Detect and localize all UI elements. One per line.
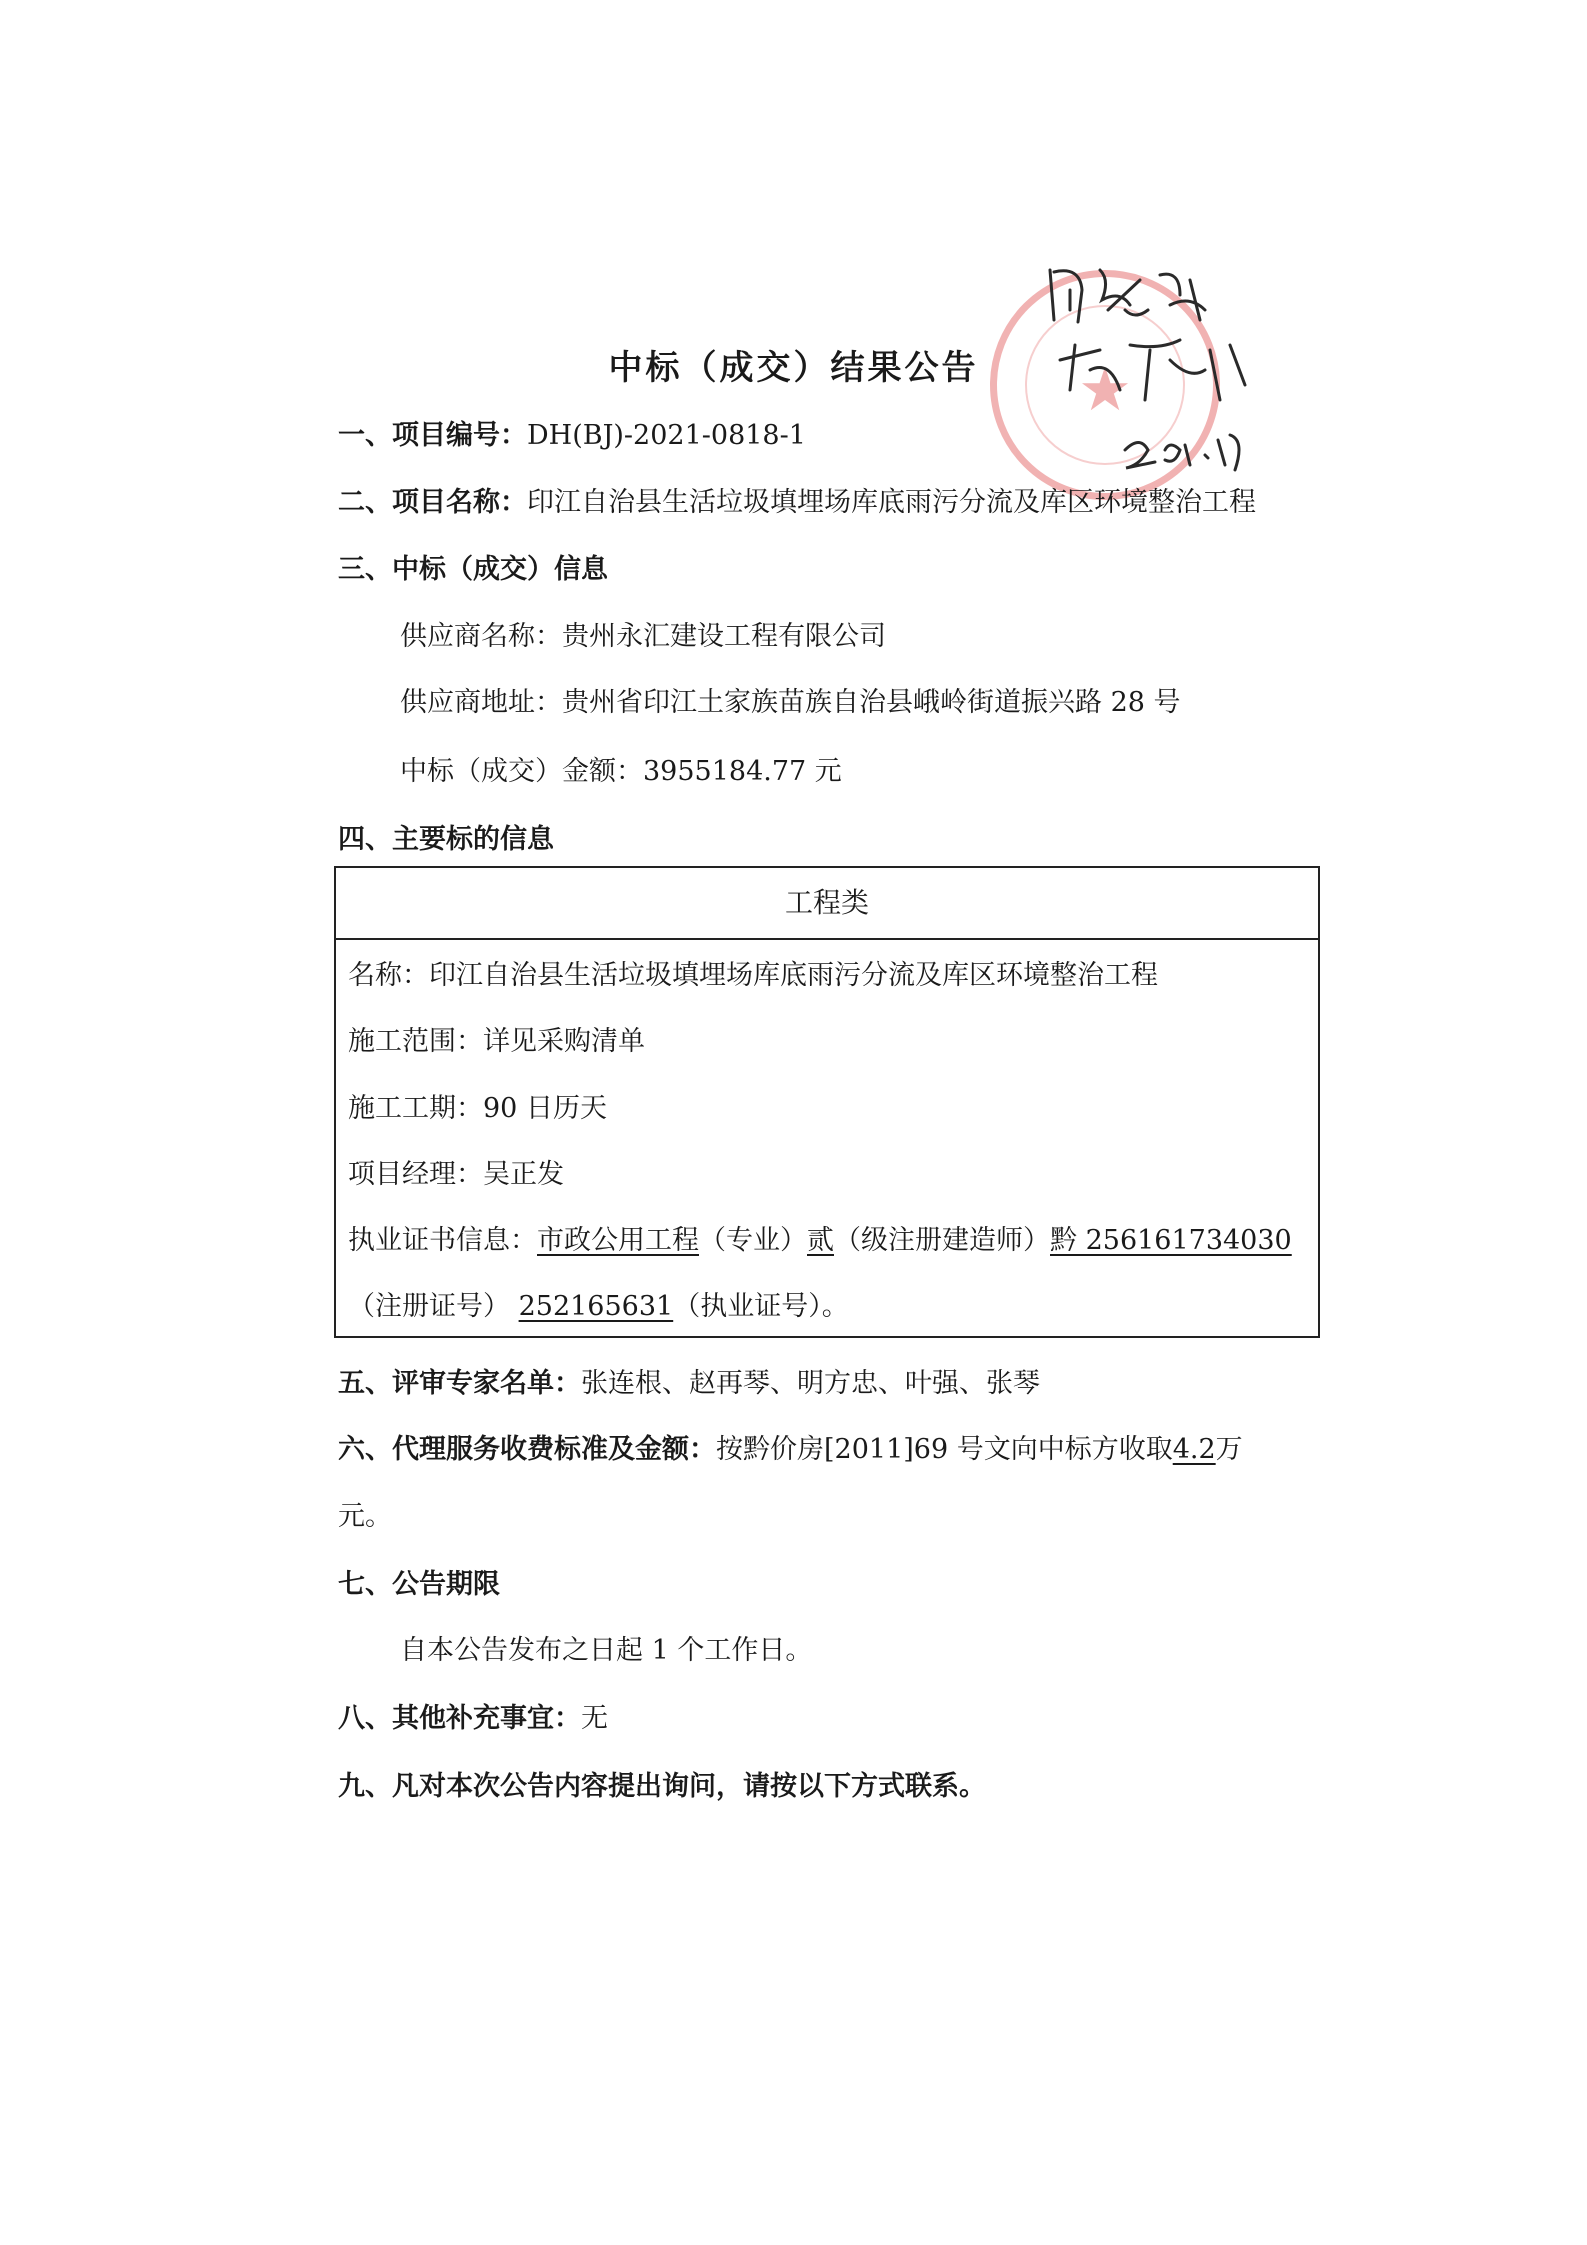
other-matters-value: 无 <box>581 1703 608 1734</box>
cert-practice-number: 252165631 <box>518 1291 674 1322</box>
section-other-matters <box>338 1699 608 1739</box>
section-notice-period-heading: 七、公告期限 <box>338 1569 500 1600</box>
fee-amount: 4.2 <box>1172 1434 1216 1465</box>
agency-fee-cont: 元。 <box>338 1501 392 1532</box>
section-label: 一、项目编号： <box>338 420 527 451</box>
supplier-address: 供应商地址：贵州省印江土家族苗族自治县峨岭街道振兴路 28 号 <box>400 687 1181 718</box>
table-row-duration: 施工工期：90 日历天 <box>348 1093 607 1124</box>
cert-text: （注册证号） <box>348 1291 510 1322</box>
section-label: 五、评审专家名单： <box>338 1368 581 1399</box>
project-number-value: DH(BJ)-2021-0818-1 <box>527 420 806 451</box>
section-label: 六、代理服务收费标准及金额： <box>338 1434 716 1465</box>
table-row-manager: 项目经理：吴正发 <box>348 1159 564 1190</box>
section-label: 二、项目名称： <box>338 487 527 518</box>
cert-field: 市政公用工程 <box>537 1225 699 1256</box>
cert-text: （执业证号）。 <box>673 1291 849 1322</box>
cert-level: 贰 <box>807 1225 834 1256</box>
section-project-name <box>338 483 1256 523</box>
cert-prefix: 执业证书信息： <box>348 1225 537 1256</box>
experts-value: 张连根、赵再琴、明方忠、叶强、张琴 <box>581 1368 1040 1399</box>
notice-period-value: 自本公告发布之日起 1 个工作日。 <box>400 1635 813 1666</box>
section-agency-fee <box>338 1430 1243 1470</box>
table-row-certificate-cont <box>348 1287 849 1327</box>
section-project-number <box>338 416 806 456</box>
bid-amount: 中标（成交）金额：3955184.77 元 <box>400 756 842 787</box>
table-header: 工程类 <box>336 868 1318 940</box>
cert-text: （级注册建造师） <box>834 1225 1050 1256</box>
supplier-name: 供应商名称：贵州永汇建设工程有限公司 <box>400 621 886 652</box>
fee-text: 按黔价房[2011]69 号文向中标方收取 <box>716 1434 1173 1465</box>
section-experts <box>338 1364 1040 1404</box>
official-seal-stamp: ★ <box>990 270 1220 500</box>
table-row-name: 名称：印江自治县生活垃圾填埋场库底雨污分流及库区环境整治工程 <box>348 960 1158 991</box>
subject-info-table <box>334 866 1320 1338</box>
section-subject-heading: 四、主要标的信息 <box>338 824 554 855</box>
section-contact-heading: 九、凡对本次公告内容提出询问，请按以下方式联系。 <box>338 1771 986 1802</box>
cert-text: （专业） <box>699 1225 807 1256</box>
page-title: 中标（成交）结果公告 <box>608 348 979 388</box>
fee-unit: 万 <box>1215 1434 1243 1465</box>
cert-registration-number: 黔 256161734030 <box>1050 1225 1292 1256</box>
section-bid-info-heading: 三、中标（成交）信息 <box>338 554 608 585</box>
table-row-scope: 施工范围：详见采购清单 <box>348 1026 645 1057</box>
table-row-certificate <box>348 1221 1292 1261</box>
section-label: 八、其他补充事宜： <box>338 1703 581 1734</box>
project-name-value: 印江自治县生活垃圾填埋场库底雨污分流及库区环境整治工程 <box>527 487 1256 518</box>
